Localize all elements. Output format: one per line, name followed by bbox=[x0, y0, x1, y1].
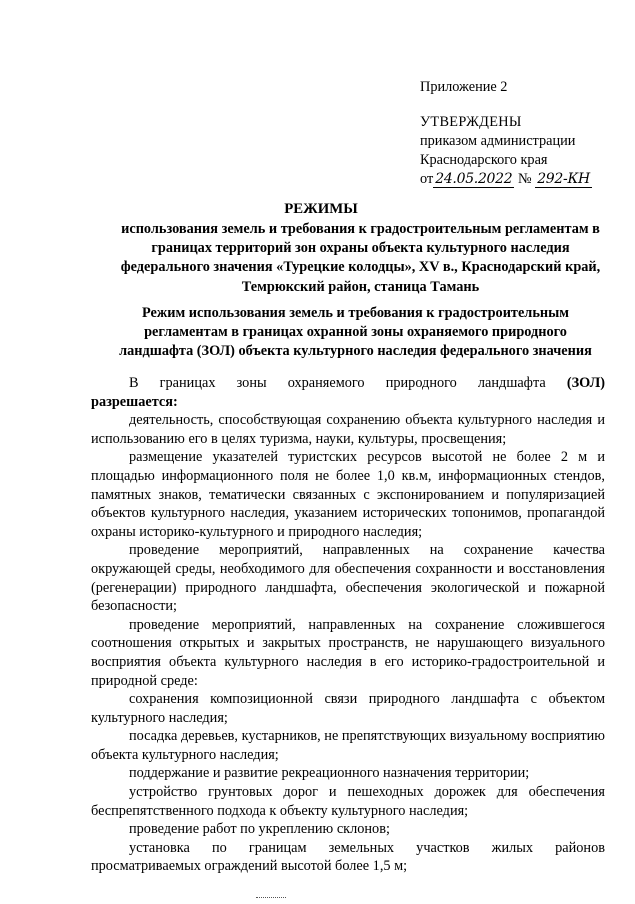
list-item: проведение мероприятий, направленных на сохранение сложившегося соотношения открытых и закрытых пространств, не нарушающего визуального восприятия объекта культурного наследия в его историко-градостроительной и природной среде: bbox=[91, 616, 605, 689]
order-line-1: приказом администрации bbox=[420, 133, 576, 149]
list-item: размещение указателей туристских ресурсов высотой не более 2 м и площадью информационного поля не более 1,0 кв.м, информационных стендов, памятных знаков, тематически связанных с экспонированием и популяризацией объектов культурного наследия, указанием исторических топонимов, пропагандой охраны историко-культурного и природного наследия; bbox=[91, 449, 605, 540]
list-item: проведение мероприятий, направленных на сохранение качества окружающей среды, необходимого для обеспечения сохранности и восстановления (регенерации) природного ландшафта, обеспечения экологической и пожарной безопасности; bbox=[91, 542, 605, 615]
handwritten-date: 24.05.2022 bbox=[435, 171, 513, 187]
number-prefix: № bbox=[517, 171, 532, 187]
handwritten-number: 292-КН bbox=[537, 171, 590, 187]
approval-block bbox=[420, 78, 625, 189]
list-item: проведение работ по укреплению склонов; bbox=[129, 821, 390, 838]
list-item: устройство грунтовых дорог и пешеходных дорожек для обеспечения беспрепятственного подхода к объекту культурного наследия; bbox=[91, 784, 605, 819]
order-date-number bbox=[420, 170, 625, 189]
list-item: посадка деревьев, кустарников, не препятствующих визуальному восприятию объекта культурного наследия; bbox=[91, 728, 605, 763]
section-title: Режим использования земель и требования к градостроительным регламентам в границах охранной зоны охраняемого природного ландшафта (ЗОЛ) объекта культурного наследия федерального значения bbox=[119, 305, 592, 359]
intro-paragraph bbox=[91, 374, 605, 393]
list-item: сохранения композиционной связи природного ландшафта с объектом культурного наследия; bbox=[91, 691, 605, 726]
order-line-2: Краснодарского края bbox=[420, 152, 548, 168]
intro-text: В границах зоны охраняемого природного ландшафта bbox=[129, 375, 546, 391]
list-item: деятельность, способствующая сохранению объекта культурного наследия и использованию его в целях туризма, науки, культуры, просвещения; bbox=[91, 412, 605, 447]
intro-allowed-line bbox=[91, 393, 605, 412]
date-prefix: от bbox=[420, 171, 434, 187]
document-body bbox=[91, 374, 605, 876]
list-item: установка по границам земельных участков жилых районов просматриваемых ограждений высотой более 1,5 м; bbox=[91, 839, 605, 875]
intro-allowed: разрешается: bbox=[91, 393, 178, 410]
document-subtitle: использования земель и требования к градостроительным регламентам в границах территорий зон охраны объекта культурного наследия федерального значения «Турецкие колодцы», XV в., Краснодарский край, Темрюкский район, станица Тамань bbox=[120, 221, 601, 295]
footer-mark bbox=[256, 897, 286, 901]
appendix-label: Приложение 2 bbox=[420, 79, 508, 95]
list-item: поддержание и развитие рекреационного назначения территории; bbox=[129, 765, 530, 782]
approved-label: УТВЕРЖДЕНЫ bbox=[420, 114, 522, 130]
document-title: РЕЖИМЫ bbox=[284, 201, 358, 217]
intro-zol: (ЗОЛ) bbox=[566, 375, 605, 391]
